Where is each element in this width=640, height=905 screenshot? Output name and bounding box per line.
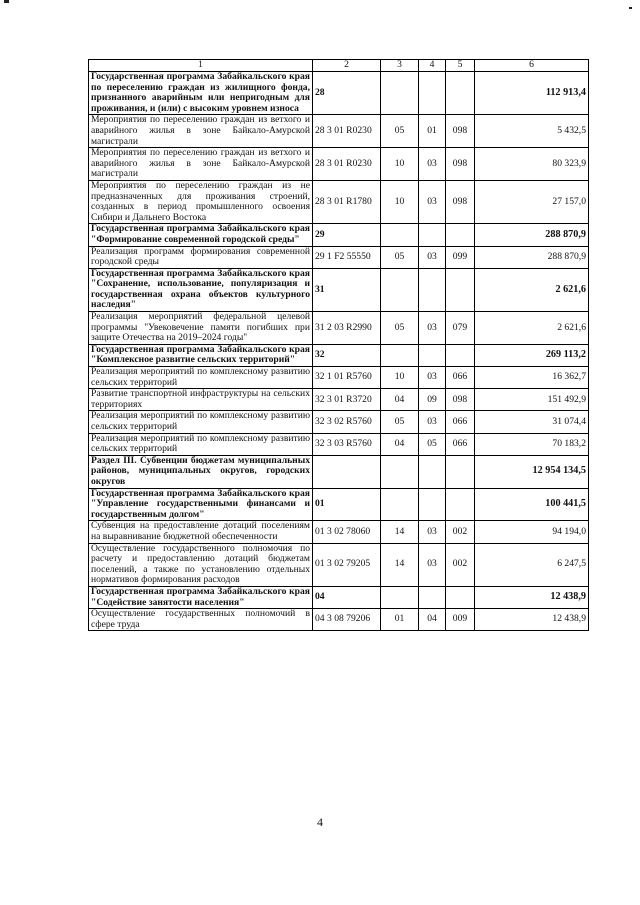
row-expense-type-cell <box>446 586 475 608</box>
row-section-cell: 14 <box>381 521 419 543</box>
table-row <box>89 433 589 455</box>
row-code-cell: 28 3 01 R1780 <box>313 180 381 223</box>
table-row <box>89 488 589 521</box>
table-row <box>89 180 589 223</box>
row-code-cell: 01 3 02 79205 <box>313 543 381 586</box>
row-amount-cell: 12 954 134,5 <box>475 455 589 488</box>
row-expense-type-cell <box>446 455 475 488</box>
row-expense-type-cell: 098 <box>446 148 475 181</box>
table-row <box>89 521 589 543</box>
table-row <box>89 72 589 115</box>
row-code-cell: 31 2 03 R2990 <box>313 312 381 345</box>
row-name-cell: Государственная программа Забайкальского края "Управление государственными финансами и государственным долгом" <box>89 488 313 521</box>
row-amount-cell: 6 247,5 <box>475 543 589 586</box>
row-expense-type-cell <box>446 224 475 246</box>
table-row <box>89 389 589 411</box>
row-expense-type-cell <box>446 268 475 311</box>
table-row <box>89 268 589 311</box>
row-section-cell <box>381 72 419 115</box>
row-section-cell: 10 <box>381 367 419 389</box>
row-expense-type-cell <box>446 344 475 366</box>
table-row <box>89 115 589 148</box>
row-subsection-cell <box>419 224 446 246</box>
row-name-cell: Реализация мероприятий федеральной целевой программы "Увековечение памяти погибших при защите Отечества на 2019–2024 годы" <box>89 312 313 345</box>
row-name-cell: Государственная программа Забайкальского края "Формирование современной городской среды" <box>89 224 313 246</box>
row-amount-cell: 100 441,5 <box>475 488 589 521</box>
row-name-cell: Реализация программ формирования современной городской среды <box>89 246 313 268</box>
row-section-cell: 14 <box>381 543 419 586</box>
row-amount-cell: 16 362,7 <box>475 367 589 389</box>
row-amount-cell: 112 913,4 <box>475 72 589 115</box>
row-code-cell: 31 <box>313 268 381 311</box>
row-amount-cell: 2 621,6 <box>475 268 589 311</box>
page-number: 4 <box>317 815 323 829</box>
row-expense-type-cell: 098 <box>446 115 475 148</box>
row-name-cell: Реализация мероприятий по комплексному развитию сельских территорий <box>89 367 313 389</box>
table-row <box>89 344 589 366</box>
table-row <box>89 586 589 608</box>
row-section-cell: 05 <box>381 246 419 268</box>
column-header: 6 <box>475 60 589 72</box>
row-name-cell: Осуществление государственных полномочий в сфере труда <box>89 609 313 631</box>
row-amount-cell: 12 438,9 <box>475 586 589 608</box>
table-row <box>89 367 589 389</box>
row-amount-cell: 94 194,0 <box>475 521 589 543</box>
table-header-row <box>89 60 589 72</box>
row-subsection-cell: 03 <box>419 148 446 181</box>
row-subsection-cell: 03 <box>419 180 446 223</box>
row-code-cell <box>313 455 381 488</box>
row-amount-cell: 151 492,9 <box>475 389 589 411</box>
table-row <box>89 411 589 433</box>
row-code-cell: 32 3 02 R5760 <box>313 411 381 433</box>
table-row <box>89 543 589 586</box>
row-subsection-cell: 03 <box>419 246 446 268</box>
row-amount-cell: 269 113,2 <box>475 344 589 366</box>
row-name-cell: Государственная программа Забайкальского края "Содействие занятости населения" <box>89 586 313 608</box>
row-expense-type-cell: 066 <box>446 411 475 433</box>
row-expense-type-cell: 099 <box>446 246 475 268</box>
row-code-cell: 32 3 03 R5760 <box>313 433 381 455</box>
row-section-cell: 04 <box>381 389 419 411</box>
row-subsection-cell: 04 <box>419 609 446 631</box>
row-code-cell: 28 3 01 R0230 <box>313 148 381 181</box>
row-code-cell: 28 <box>313 72 381 115</box>
row-subsection-cell <box>419 488 446 521</box>
row-code-cell: 32 3 01 R3720 <box>313 389 381 411</box>
row-section-cell <box>381 344 419 366</box>
column-header: 4 <box>419 60 446 72</box>
row-name-cell: Государственная программа Забайкальского края по переселению граждан из жилищного фонда, признанного аварийным или непригодным для проживания, и (или) с высоким уровнем износа <box>89 72 313 115</box>
row-subsection-cell <box>419 72 446 115</box>
row-expense-type-cell: 066 <box>446 367 475 389</box>
row-name-cell: Реализация мероприятий по комплексному развитию сельских территорий <box>89 433 313 455</box>
row-name-cell: Раздел III. Субвенции бюджетам муниципальных районов, муниципальных округов, городских округов <box>89 455 313 488</box>
column-header: 5 <box>446 60 475 72</box>
scan-mark <box>629 7 632 9</box>
row-amount-cell: 27 157,0 <box>475 180 589 223</box>
row-section-cell <box>381 586 419 608</box>
row-amount-cell: 31 074,4 <box>475 411 589 433</box>
column-header: 3 <box>381 60 419 72</box>
row-section-cell: 05 <box>381 115 419 148</box>
row-name-cell: Осуществление государственного полномочия по расчету и предоставлению дотаций бюджетам поселений, а также по установлению отдельных нормативов формирования расходов <box>89 543 313 586</box>
row-expense-type-cell: 066 <box>446 433 475 455</box>
row-section-cell <box>381 455 419 488</box>
row-section-cell: 01 <box>381 609 419 631</box>
row-subsection-cell: 03 <box>419 521 446 543</box>
row-code-cell: 29 <box>313 224 381 246</box>
row-expense-type-cell: 002 <box>446 543 475 586</box>
row-subsection-cell <box>419 586 446 608</box>
row-subsection-cell <box>419 268 446 311</box>
row-amount-cell: 288 870,9 <box>475 246 589 268</box>
row-amount-cell: 80 323,9 <box>475 148 589 181</box>
table-row <box>89 148 589 181</box>
row-code-cell: 01 <box>313 488 381 521</box>
row-amount-cell: 12 438,9 <box>475 609 589 631</box>
row-name-cell: Государственная программа Забайкальского края "Сохранение, использование, популяризация и государственная охрана объектов культурного наследия" <box>89 268 313 311</box>
row-code-cell: 32 1 01 R5760 <box>313 367 381 389</box>
row-section-cell <box>381 268 419 311</box>
row-expense-type-cell <box>446 488 475 521</box>
row-amount-cell: 5 432,5 <box>475 115 589 148</box>
table-row <box>89 224 589 246</box>
row-section-cell: 10 <box>381 180 419 223</box>
row-subsection-cell: 03 <box>419 367 446 389</box>
budget-table <box>88 59 589 631</box>
table-row <box>89 455 589 488</box>
row-name-cell: Мероприятия по переселению граждан из ветхого и аварийного жилья в зоне Байкало-Амурской магистрали <box>89 115 313 148</box>
row-code-cell: 29 1 F2 55550 <box>313 246 381 268</box>
row-section-cell <box>381 224 419 246</box>
row-section-cell: 04 <box>381 433 419 455</box>
row-name-cell: Субвенция на предоставление дотаций поселениям на выравнивание бюджетной обеспеченности <box>89 521 313 543</box>
row-subsection-cell: 03 <box>419 312 446 345</box>
row-name-cell: Мероприятия по переселению граждан из ветхого и аварийного жилья в зоне Байкало-Амурской магистрали <box>89 148 313 181</box>
row-code-cell: 32 <box>313 344 381 366</box>
row-subsection-cell <box>419 344 446 366</box>
column-header: 2 <box>313 60 381 72</box>
row-expense-type-cell: 009 <box>446 609 475 631</box>
row-code-cell: 01 3 02 78060 <box>313 521 381 543</box>
row-amount-cell: 288 870,9 <box>475 224 589 246</box>
row-section-cell: 10 <box>381 148 419 181</box>
row-section-cell: 05 <box>381 411 419 433</box>
row-subsection-cell: 09 <box>419 389 446 411</box>
row-amount-cell: 2 621,6 <box>475 312 589 345</box>
row-amount-cell: 70 183,2 <box>475 433 589 455</box>
column-header: 1 <box>89 60 313 72</box>
row-expense-type-cell <box>446 72 475 115</box>
table-row <box>89 312 589 345</box>
row-name-cell: Развитие транспортной инфраструктуры на сельских территориях <box>89 389 313 411</box>
row-name-cell: Реализация мероприятий по комплексному развитию сельских территорий <box>89 411 313 433</box>
table-row <box>89 246 589 268</box>
row-section-cell <box>381 488 419 521</box>
row-section-cell: 05 <box>381 312 419 345</box>
scan-mark <box>4 0 9 3</box>
row-code-cell: 28 3 01 R0230 <box>313 115 381 148</box>
row-code-cell: 04 3 08 79206 <box>313 609 381 631</box>
row-expense-type-cell: 098 <box>446 180 475 223</box>
row-subsection-cell: 03 <box>419 411 446 433</box>
row-subsection-cell: 01 <box>419 115 446 148</box>
row-subsection-cell: 03 <box>419 543 446 586</box>
row-subsection-cell: 05 <box>419 433 446 455</box>
row-expense-type-cell: 079 <box>446 312 475 345</box>
table-row <box>89 609 589 631</box>
row-name-cell: Государственная программа Забайкальского края "Комплексное развитие сельских территорий" <box>89 344 313 366</box>
row-subsection-cell <box>419 455 446 488</box>
row-expense-type-cell: 098 <box>446 389 475 411</box>
row-expense-type-cell: 002 <box>446 521 475 543</box>
row-name-cell: Мероприятия по переселению граждан из не предназначенных для проживания строений, созданных в период промышленного освоения Сибири и Дальнего Востока <box>89 180 313 223</box>
row-code-cell: 04 <box>313 586 381 608</box>
